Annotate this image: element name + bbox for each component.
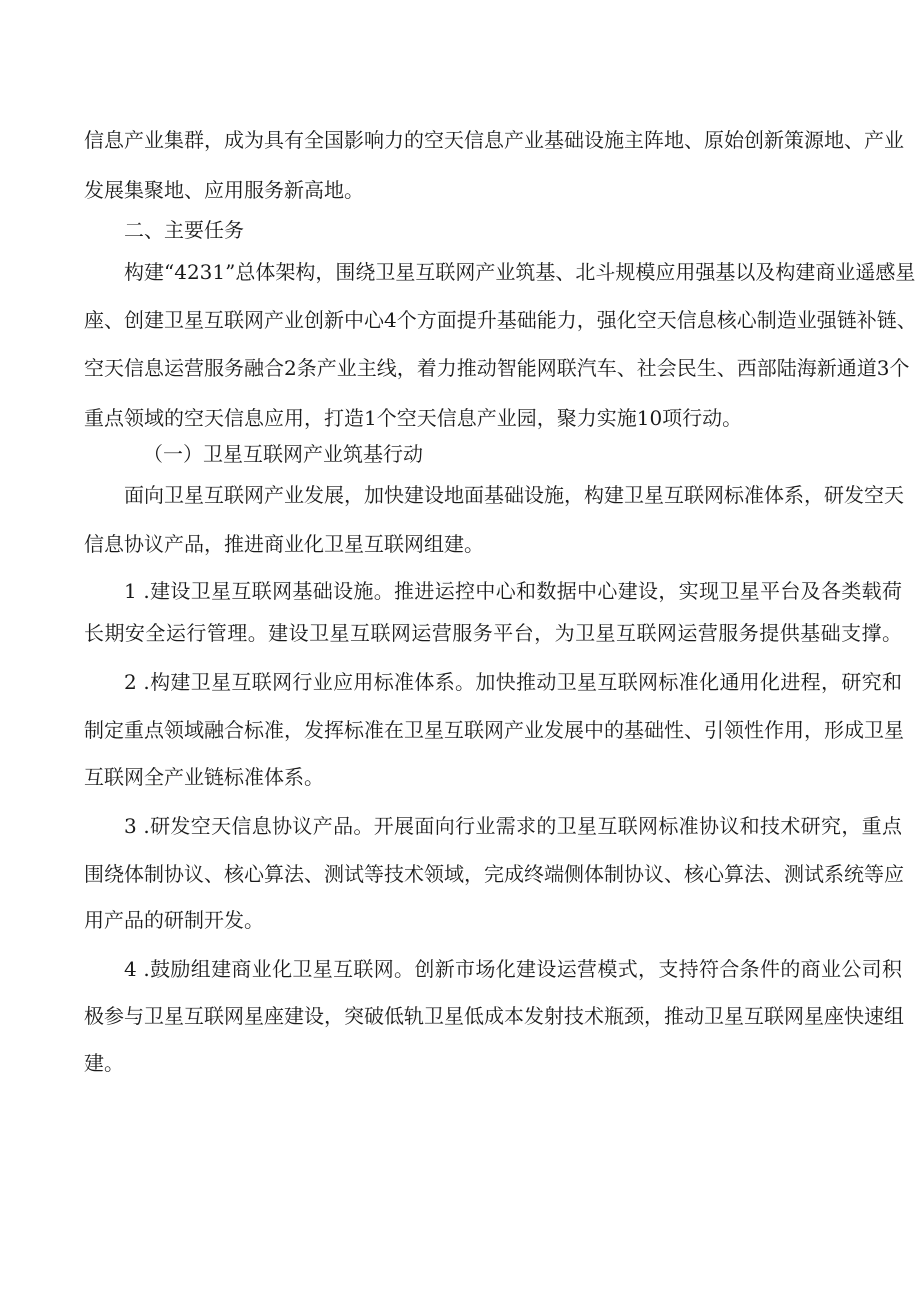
- overview-line-4: 重点领域的空天信息应用，打造1个空天信息产业园，聚力实施10项行动。: [84, 406, 743, 430]
- sub-intro-line-2: 信息协议产品，推进商业化卫星互联网组建。: [84, 532, 484, 556]
- section-title: 二、主要任务: [124, 218, 244, 242]
- item-4-line-2: 极参与卫星互联网星座建设，突破低轨卫星低成本发射技术瓶颈，推动卫星互联网星座快速组: [84, 1004, 904, 1028]
- item-2-line-1: 2 .构建卫星互联网行业应用标准体系。加快推动卫星互联网标准化通用化进程，研究和: [124, 670, 902, 694]
- item-1-line-2: 长期安全运行管理。建设卫星互联网运营服务平台，为卫星互联网运营服务提供基础支撑。: [84, 621, 902, 645]
- item-3-line-2: 围绕体制协议、核心算法、测试等技术领域，完成终端侧体制协议、核心算法、测试系统等应: [84, 862, 904, 886]
- item-2-line-3: 互联网全产业链标准体系。: [84, 765, 324, 789]
- item-4-line-1: 4 .鼓励组建商业化卫星互联网。创新市场化建设运营模式，支持符合条件的商业公司积: [124, 957, 902, 981]
- item-3-line-1: 3 .研发空天信息协议产品。开展面向行业需求的卫星互联网标准协议和技术研究，重点: [124, 814, 902, 838]
- overview-line-2: 座、创建卫星互联网产业创新中心4个方面提升基础能力，强化空天信息核心制造业强链补链、: [84, 308, 917, 332]
- item-3-line-3: 用产品的研制开发。: [84, 908, 264, 932]
- subsection-title: （一）卫星互联网产业筑基行动: [143, 442, 423, 466]
- intro-line-1: 信息产业集群，成为具有全国影响力的空天信息产业基础设施主阵地、原始创新策源地、产业: [84, 128, 904, 152]
- item-4-line-3: 建。: [84, 1051, 124, 1075]
- item-1-line-1: 1 .建设卫星互联网基础设施。推进运控中心和数据中心建设，实现卫星平台及各类载荷: [124, 579, 902, 603]
- sub-intro-line-1: 面向卫星互联网产业发展，加快建设地面基础设施，构建卫星互联网标准体系，研发空天: [124, 483, 904, 507]
- intro-line-2: 发展集聚地、应用服务新高地。: [84, 178, 364, 202]
- overview-line-1: 构建“4231”总体架构，围绕卫星互联网产业筑基、北斗规模应用强基以及构建商业遥感星: [124, 260, 916, 284]
- overview-line-3: 空天信息运营服务融合2条产业主线，着力推动智能网联汽车、社会民生、西部陆海新通道3个: [84, 356, 910, 380]
- item-2-line-2: 制定重点领域融合标准，发挥标准在卫星互联网产业发展中的基础性、引领性作用，形成卫星: [84, 718, 904, 742]
